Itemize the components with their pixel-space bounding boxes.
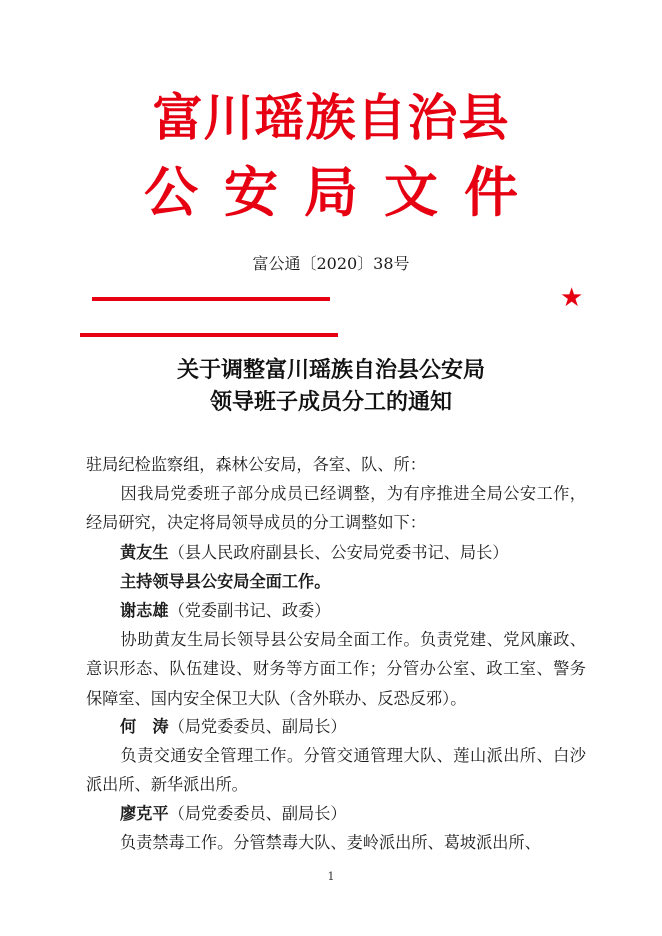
- intro-text: 因我局党委班子部分成员已经调整，为有序推进全局公安工作，经局研究，决定将局领导成员的分工调整如下：: [86, 484, 586, 533]
- issuing-organization: 富川瑶族自治县: [152, 88, 510, 147]
- leader-name: 廖克平: [120, 804, 169, 823]
- leader-duty: 负责交通安全管理工作。分管交通管理大队、莲山派出所、白沙派出所、新华派出所。: [86, 746, 586, 795]
- leader-1-heading: [86, 538, 586, 567]
- leader-3-heading: [86, 712, 586, 741]
- leader-role: （党委副书记、政委）: [168, 601, 331, 620]
- leader-role: （局党委委员、副局长）: [168, 717, 347, 736]
- recipients: 驻局纪检监察组，森林公安局，各室、队、所：: [86, 455, 426, 474]
- notice-title-line1: 关于调整富川瑶族自治县公安局: [176, 357, 485, 383]
- page-number: 1: [327, 870, 335, 883]
- leader-name: 何 涛: [120, 717, 169, 736]
- document-type-heading: 公安局文件: [144, 160, 544, 224]
- leader-role: （局党委委员、副局长）: [168, 804, 347, 823]
- red-rule-top: [92, 297, 330, 301]
- leader-4-heading: [86, 799, 586, 828]
- leader-name: 黄友生: [120, 543, 169, 562]
- document-number: 富公通〔2020〕38号: [252, 254, 410, 273]
- leader-duty: 负责禁毒工作。分管禁毒大队、麦岭派出所、葛坡派出所、: [120, 833, 541, 852]
- leader-3-duty: [86, 741, 586, 800]
- leader-4-duty: [86, 828, 586, 857]
- leader-2-heading: [86, 596, 586, 625]
- leader-1-duty: [86, 567, 586, 596]
- leader-2-duty: [86, 625, 586, 713]
- leader-name: 谢志雄: [120, 601, 169, 620]
- red-rule-bottom: [80, 333, 338, 337]
- leader-duty: 协助黄友生局长领导县公安局全面工作。负责党建、党风廉政、意识形态、队伍建设、财务等方面工作；分管办公室、政工室、警务保障室、国内安全保卫大队（含外联办、反恐反邪）。: [86, 630, 586, 708]
- notice-title-line2: 领导班子成员分工的通知: [209, 389, 452, 415]
- leader-duty: 主持领导县公安局全面工作。: [120, 572, 331, 591]
- intro-paragraph: [86, 479, 586, 538]
- leader-role: （县人民政府副县长、公安局党委书记、局长）: [168, 543, 509, 562]
- star-icon: ★: [560, 283, 584, 313]
